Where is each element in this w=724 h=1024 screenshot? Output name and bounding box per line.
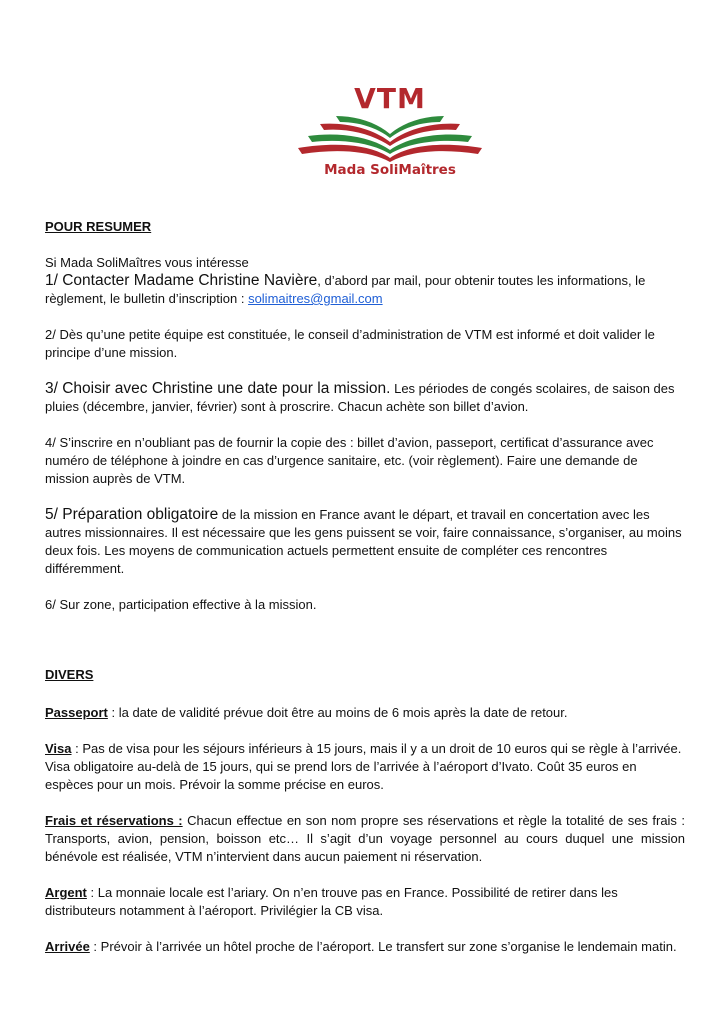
frais-label: Frais et réservations :: [45, 813, 183, 828]
step-3-lead: 3/ Choisir avec Christine une date pour la mission.: [45, 380, 391, 397]
vtm-logo: [290, 82, 490, 187]
open-book-icon: [290, 114, 490, 162]
step-2: 2/ Dès qu’une petite équipe est constituée, le conseil d’administration de VTM est informé et doit valider le principe d’une mission.: [45, 327, 655, 360]
step-5-lead: 5/ Préparation obligatoire: [45, 506, 219, 523]
arrivee-paragraph: [45, 938, 685, 956]
visa-text: : Pas de visa pour les séjours inférieurs à 15 jours, mais il y a un droit de 10 euros qui se règle à l’arrivée.: [71, 741, 682, 756]
passeport-paragraph: [45, 704, 685, 722]
step-6: 6/ Sur zone, participation effective à la mission.: [45, 597, 317, 612]
email-link[interactable]: solimaitres@gmail.com: [248, 291, 383, 306]
step-3: [45, 380, 685, 416]
summary-intro: Si Mada SoliMaîtres vous intéresse: [45, 255, 249, 270]
frais-text: Chacun effectue en son nom propre ses réservations et règle la totalité de ses frais : Transports, avion, pension, boisson etc… Il s’agit d’un voyage personnel au cours duquel une mission bénévole est réalisée, VTM n’intervient dans aucun paiement ni réservation.: [45, 813, 685, 864]
step-4: 4/ S’inscrire en n’oubliant pas de fournir la copie des : billet d’avion, passeport, certificat d’assurance avec numéro de téléphone à joindre en cas d’urgence sanitaire, etc. (voir règlement). Faire une demande de mission auprès de VTM.: [45, 435, 654, 486]
step-1: [45, 272, 685, 308]
summary-heading: POUR RESUMER: [45, 219, 152, 234]
argent-text: : La monnaie locale est l’ariary. On n’en trouve pas en France. Possibilité de retirer dans les distributeurs notamment à l’aéroport. Privilégier la CB visa.: [45, 885, 618, 918]
passeport-label: Passeport: [45, 705, 108, 720]
visa-paragraph: [45, 740, 685, 758]
document-body: [45, 218, 685, 956]
visa-paragraph-2: Visa obligatoire au-delà de 15 jours, qui se prend lors de l’arrivée à l’aéroport d’Ivato. Coût 35 euros en espèces pour un mois. Prévoir la somme précise en euros.: [45, 759, 637, 792]
logo-title: VTM: [354, 82, 426, 115]
argent-paragraph: [45, 884, 685, 920]
step-5: [45, 506, 685, 578]
argent-label: Argent: [45, 885, 87, 900]
logo-subtitle: Mada SoliMaîtres: [324, 162, 456, 178]
step-5-text: de la mission en France avant le départ, et travail en concertation avec les autres missionnaires. Il est nécessaire que les gens puissent se voir, faire connaissance, s’organiser, au moins deux fois. Les moyens de communication actuels permettent ensuite de compléter ces rencontres différemment.: [45, 507, 682, 576]
passeport-text: : la date de validité prévue doit être au moins de 6 mois après la date de retour.: [107, 705, 568, 720]
step-1-text: , d’abord par mail, pour obtenir toutes les informations, le règlement, le bulletin d’inscription :: [45, 273, 646, 306]
step-1-lead: 1/ Contacter Madame Christine Navière: [45, 272, 318, 289]
frais-paragraph: [45, 812, 685, 866]
visa-label: Visa: [45, 741, 72, 756]
step-3-text: Les périodes de congés scolaires, de saison des pluies (décembre, janvier, février) sont à proscrire. Chacun achète son billet d’avion.: [45, 381, 675, 414]
arrivee-text: : Prévoir à l’arrivée un hôtel proche de l’aéroport. Le transfert sur zone s’organise le lendemain matin.: [89, 939, 677, 954]
divers-heading: DIVERS: [45, 667, 94, 682]
arrivee-label: Arrivée: [45, 939, 90, 954]
